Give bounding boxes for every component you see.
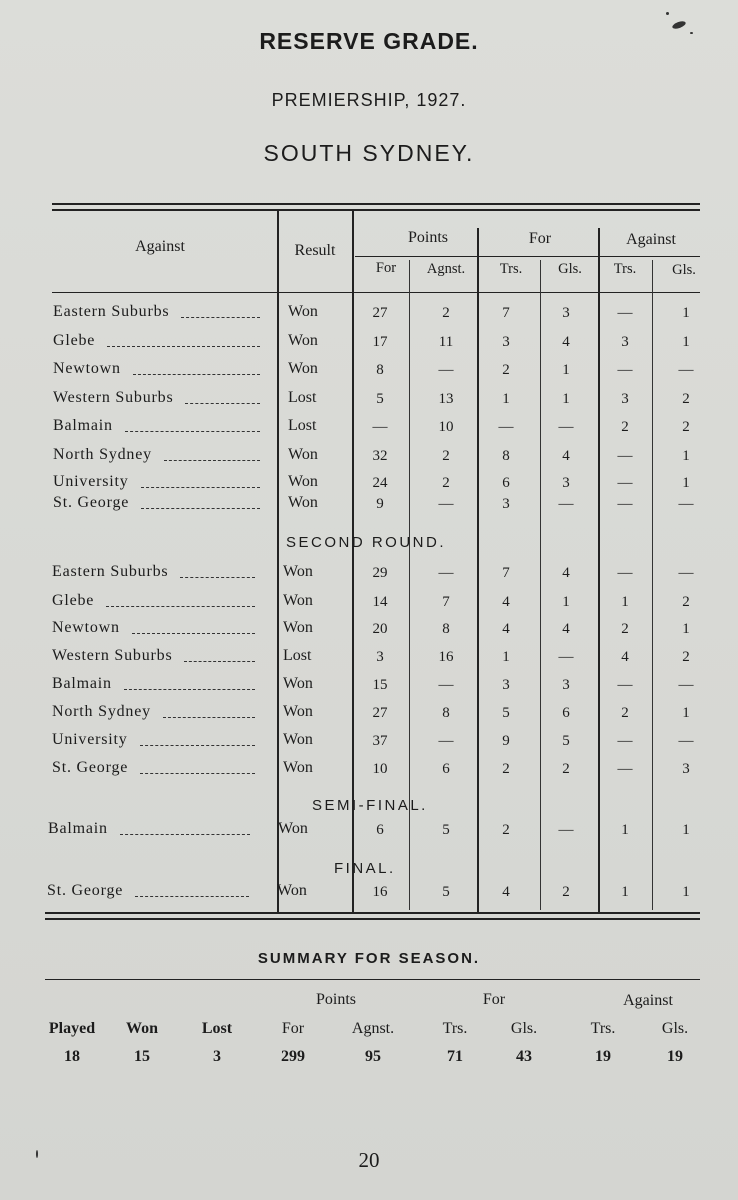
score-agnst: 8: [442, 705, 450, 721]
team-name: Western Suburbs: [53, 389, 174, 406]
team-name: St. George: [47, 882, 124, 899]
score-for-trs: 3: [502, 334, 510, 350]
score-ag-trs: 2: [621, 705, 629, 721]
table-bottom-rule-2: [45, 918, 700, 920]
ink-speck: [690, 32, 693, 34]
summary-value-for-gls: 43: [516, 1048, 532, 1065]
page-title: RESERVE GRADE.: [259, 28, 479, 54]
summary-header-points-for: For: [281, 1020, 305, 1037]
leader-dots: [140, 773, 255, 774]
summary-group-for: For: [482, 991, 506, 1008]
score-ag-trs: 3: [621, 391, 629, 407]
score-ag-gls: 1: [682, 822, 690, 838]
col-divider-ag-gls: [652, 260, 653, 910]
leader-dots: [106, 606, 255, 607]
section-semi-final: SEMI-FINAL.: [312, 797, 428, 814]
match-result: Won: [283, 759, 313, 776]
score-for: 27: [372, 705, 388, 721]
summary-header-points-agnst: Agnst.: [351, 1020, 395, 1037]
col-divider-for: [477, 228, 479, 912]
score-for-gls: 1: [562, 362, 570, 378]
match-result: Won: [283, 619, 313, 636]
score-for-trs: 2: [502, 761, 510, 777]
leader-dots: [163, 717, 255, 718]
score-for: 37: [372, 733, 388, 749]
score-agnst: 11: [438, 334, 454, 350]
summary-value-won: 15: [134, 1048, 150, 1065]
page-number: 20: [358, 1148, 380, 1172]
score-ag-gls: 1: [682, 884, 690, 900]
score-for: 27: [372, 305, 388, 321]
score-for-trs: 4: [502, 621, 510, 637]
summary-header-played: Played: [48, 1020, 96, 1037]
score-for-trs: 2: [502, 822, 510, 838]
ink-speck: [36, 1150, 38, 1158]
score-ag-trs: —: [617, 677, 633, 693]
score-agnst: 10: [438, 419, 454, 435]
score-for-trs: 6: [502, 475, 510, 491]
match-result: Lost: [283, 647, 312, 664]
header-against: Against: [135, 238, 185, 255]
score-ag-gls: —: [678, 733, 694, 749]
team-name: Western Suburbs: [52, 647, 173, 664]
summary-value-for-trs: 71: [447, 1048, 463, 1065]
team-name: North Sydney: [53, 446, 152, 463]
header-for-gls: Gls.: [558, 261, 582, 277]
score-ag-gls: —: [678, 496, 694, 512]
score-agnst: 5: [442, 822, 450, 838]
team-name: Newtown: [52, 619, 120, 636]
score-agnst: 13: [438, 391, 454, 407]
score-for: 9: [376, 496, 384, 512]
score-for-gls: 5: [562, 733, 570, 749]
team-name: University: [52, 731, 128, 748]
score-for-gls: 4: [562, 334, 570, 350]
match-result: Won: [288, 303, 318, 320]
score-ag-gls: 1: [682, 705, 690, 721]
score-for-trs: 3: [502, 496, 510, 512]
match-result: Won: [288, 446, 318, 463]
team-name: Eastern Suburbs: [53, 303, 170, 320]
score-agnst: 8: [442, 621, 450, 637]
header-pts-agnst: Agnst.: [426, 261, 466, 277]
score-for-gls: —: [558, 822, 574, 838]
score-ag-gls: 1: [682, 305, 690, 321]
page-subtitle: PREMIERSHIP, 1927.: [271, 90, 467, 110]
team-name: University: [53, 473, 129, 490]
team-name: St. George: [53, 494, 130, 511]
match-result: Won: [288, 332, 318, 349]
score-for-trs: 5: [502, 705, 510, 721]
match-result: Won: [283, 703, 313, 720]
summary-title: SUMMARY FOR SEASON.: [257, 950, 481, 967]
score-ag-trs: 3: [621, 334, 629, 350]
section-final: FINAL.: [334, 860, 396, 877]
score-for-trs: 2: [502, 362, 510, 378]
score-ag-trs: —: [617, 761, 633, 777]
score-for: 29: [372, 565, 388, 581]
score-for-trs: 7: [502, 305, 510, 321]
match-result: Won: [288, 473, 318, 490]
summary-value-played: 18: [64, 1048, 80, 1065]
score-agnst: —: [438, 496, 454, 512]
leader-dots: [125, 431, 260, 432]
team-name: Balmain: [48, 820, 108, 837]
score-for-gls: —: [558, 419, 574, 435]
score-for-trs: 1: [502, 649, 510, 665]
score-ag-trs: 1: [621, 594, 629, 610]
score-for-gls: 6: [562, 705, 570, 721]
score-for-trs: 1: [502, 391, 510, 407]
score-for-gls: 4: [562, 448, 570, 464]
score-for: 17: [372, 334, 388, 350]
header-for-group: For: [528, 230, 552, 247]
leader-dots: [124, 689, 255, 690]
score-for-gls: 4: [562, 565, 570, 581]
team-name: Glebe: [53, 332, 96, 349]
score-for-gls: 3: [562, 475, 570, 491]
score-for: 5: [376, 391, 384, 407]
match-result: Won: [288, 360, 318, 377]
leader-dots: [141, 508, 260, 509]
score-agnst: 2: [442, 448, 450, 464]
leader-dots: [107, 346, 260, 347]
leader-dots: [133, 374, 260, 375]
score-ag-trs: 4: [621, 649, 629, 665]
score-ag-trs: —: [617, 305, 633, 321]
score-ag-trs: 2: [621, 419, 629, 435]
summary-value-points-agnst: 95: [365, 1048, 381, 1065]
score-for-trs: 8: [502, 448, 510, 464]
score-for-trs: 9: [502, 733, 510, 749]
summary-value-against-gls: 19: [667, 1048, 683, 1065]
header-ag-gls: Gls.: [672, 262, 696, 278]
match-result: Lost: [288, 389, 317, 406]
score-for-trs: 3: [502, 677, 510, 693]
header-for-trs: Trs.: [499, 261, 523, 277]
subheader-rule: [355, 256, 700, 257]
team-name: Eastern Suburbs: [52, 563, 169, 580]
score-ag-gls: 1: [682, 334, 690, 350]
score-for-trs: 4: [502, 594, 510, 610]
score-agnst: —: [438, 362, 454, 378]
team-name: Glebe: [52, 592, 95, 609]
score-for-gls: 2: [562, 761, 570, 777]
score-for-gls: 2: [562, 884, 570, 900]
score-for: 15: [372, 677, 388, 693]
match-result: Won: [278, 820, 308, 837]
leader-dots: [141, 487, 260, 488]
score-agnst: 6: [442, 761, 450, 777]
score-for-gls: 1: [562, 391, 570, 407]
col-divider-against: [598, 228, 600, 912]
score-ag-trs: 1: [621, 822, 629, 838]
header-ag-trs: Trs.: [613, 261, 637, 277]
score-ag-gls: 2: [682, 649, 690, 665]
score-for: 6: [376, 822, 384, 838]
team-name: Newtown: [53, 360, 121, 377]
score-agnst: 2: [442, 305, 450, 321]
header-bottom-rule: [52, 292, 700, 293]
summary-rule: [45, 979, 700, 980]
match-result: Won: [283, 563, 313, 580]
summary-value-against-trs: 19: [595, 1048, 611, 1065]
score-ag-trs: 2: [621, 621, 629, 637]
summary-value-lost: 3: [213, 1048, 221, 1065]
match-result: Won: [288, 494, 318, 511]
summary-group-points: Points: [315, 991, 357, 1008]
team-name: Balmain: [53, 417, 113, 434]
header-result: Result: [294, 242, 336, 259]
score-ag-trs: —: [617, 565, 633, 581]
score-agnst: 5: [442, 884, 450, 900]
summary-header-for-trs: Trs.: [442, 1020, 468, 1037]
score-for-gls: —: [558, 649, 574, 665]
score-ag-gls: —: [678, 677, 694, 693]
section-second-round: SECOND ROUND.: [286, 534, 447, 551]
col-divider-result: [277, 210, 279, 912]
header-points: Points: [407, 229, 449, 246]
summary-header-lost: Lost: [201, 1020, 233, 1037]
match-result: Won: [283, 675, 313, 692]
table-bottom-rule: [45, 912, 700, 914]
col-divider-for-gls: [540, 260, 541, 910]
score-for-gls: 3: [562, 677, 570, 693]
score-ag-gls: —: [678, 565, 694, 581]
team-name: Balmain: [52, 675, 112, 692]
score-ag-trs: —: [617, 733, 633, 749]
score-for-gls: —: [558, 496, 574, 512]
score-ag-trs: —: [617, 475, 633, 491]
match-result: Won: [283, 731, 313, 748]
summary-header-for-gls: Gls.: [510, 1020, 538, 1037]
score-agnst: 7: [442, 594, 450, 610]
ink-speck: [666, 12, 669, 15]
score-for-trs: —: [498, 419, 514, 435]
score-ag-gls: 2: [682, 419, 690, 435]
table-top-rule: [52, 203, 700, 205]
score-for: 24: [372, 475, 388, 491]
score-ag-gls: 2: [682, 594, 690, 610]
score-for: 14: [372, 594, 388, 610]
score-for: 10: [372, 761, 388, 777]
score-ag-trs: —: [617, 496, 633, 512]
leader-dots: [184, 661, 255, 662]
summary-group-against: Against: [623, 992, 673, 1009]
score-for: 3: [376, 649, 384, 665]
leader-dots: [185, 403, 260, 404]
score-agnst: 2: [442, 475, 450, 491]
leader-dots: [135, 896, 249, 897]
score-agnst: 16: [438, 649, 454, 665]
leader-dots: [180, 577, 255, 578]
score-for: 8: [376, 362, 384, 378]
leader-dots: [164, 460, 260, 461]
leader-dots: [132, 633, 255, 634]
score-for: 16: [372, 884, 388, 900]
score-for: —: [372, 419, 388, 435]
team-name: North Sydney: [52, 703, 151, 720]
summary-header-against-gls: Gls.: [661, 1020, 689, 1037]
header-against-group: Against: [626, 231, 676, 248]
summary-header-against-trs: Trs.: [590, 1020, 616, 1037]
header-pts-for: For: [375, 260, 397, 276]
score-ag-gls: 3: [682, 761, 690, 777]
score-for: 20: [372, 621, 388, 637]
match-result: Won: [283, 592, 313, 609]
score-ag-gls: 2: [682, 391, 690, 407]
leader-dots: [140, 745, 255, 746]
score-ag-trs: —: [617, 448, 633, 464]
score-ag-gls: 1: [682, 448, 690, 464]
score-for: 32: [372, 448, 388, 464]
score-for-gls: 3: [562, 305, 570, 321]
score-ag-trs: —: [617, 362, 633, 378]
score-agnst: —: [438, 677, 454, 693]
club-name: SOUTH SYDNEY.: [263, 140, 475, 166]
score-agnst: —: [438, 565, 454, 581]
match-result: Lost: [288, 417, 317, 434]
match-result: Won: [277, 882, 307, 899]
score-ag-trs: 1: [621, 884, 629, 900]
score-for-gls: 1: [562, 594, 570, 610]
leader-dots: [181, 317, 260, 318]
score-for-gls: 4: [562, 621, 570, 637]
leader-dots: [120, 834, 250, 835]
score-ag-gls: 1: [682, 621, 690, 637]
score-for-trs: 4: [502, 884, 510, 900]
score-agnst: —: [438, 733, 454, 749]
summary-value-points-for: 299: [281, 1048, 305, 1065]
score-ag-gls: 1: [682, 475, 690, 491]
score-for-trs: 7: [502, 565, 510, 581]
summary-header-won: Won: [125, 1020, 159, 1037]
score-ag-gls: —: [678, 362, 694, 378]
team-name: St. George: [52, 759, 129, 776]
table-top-rule-2: [52, 209, 700, 211]
